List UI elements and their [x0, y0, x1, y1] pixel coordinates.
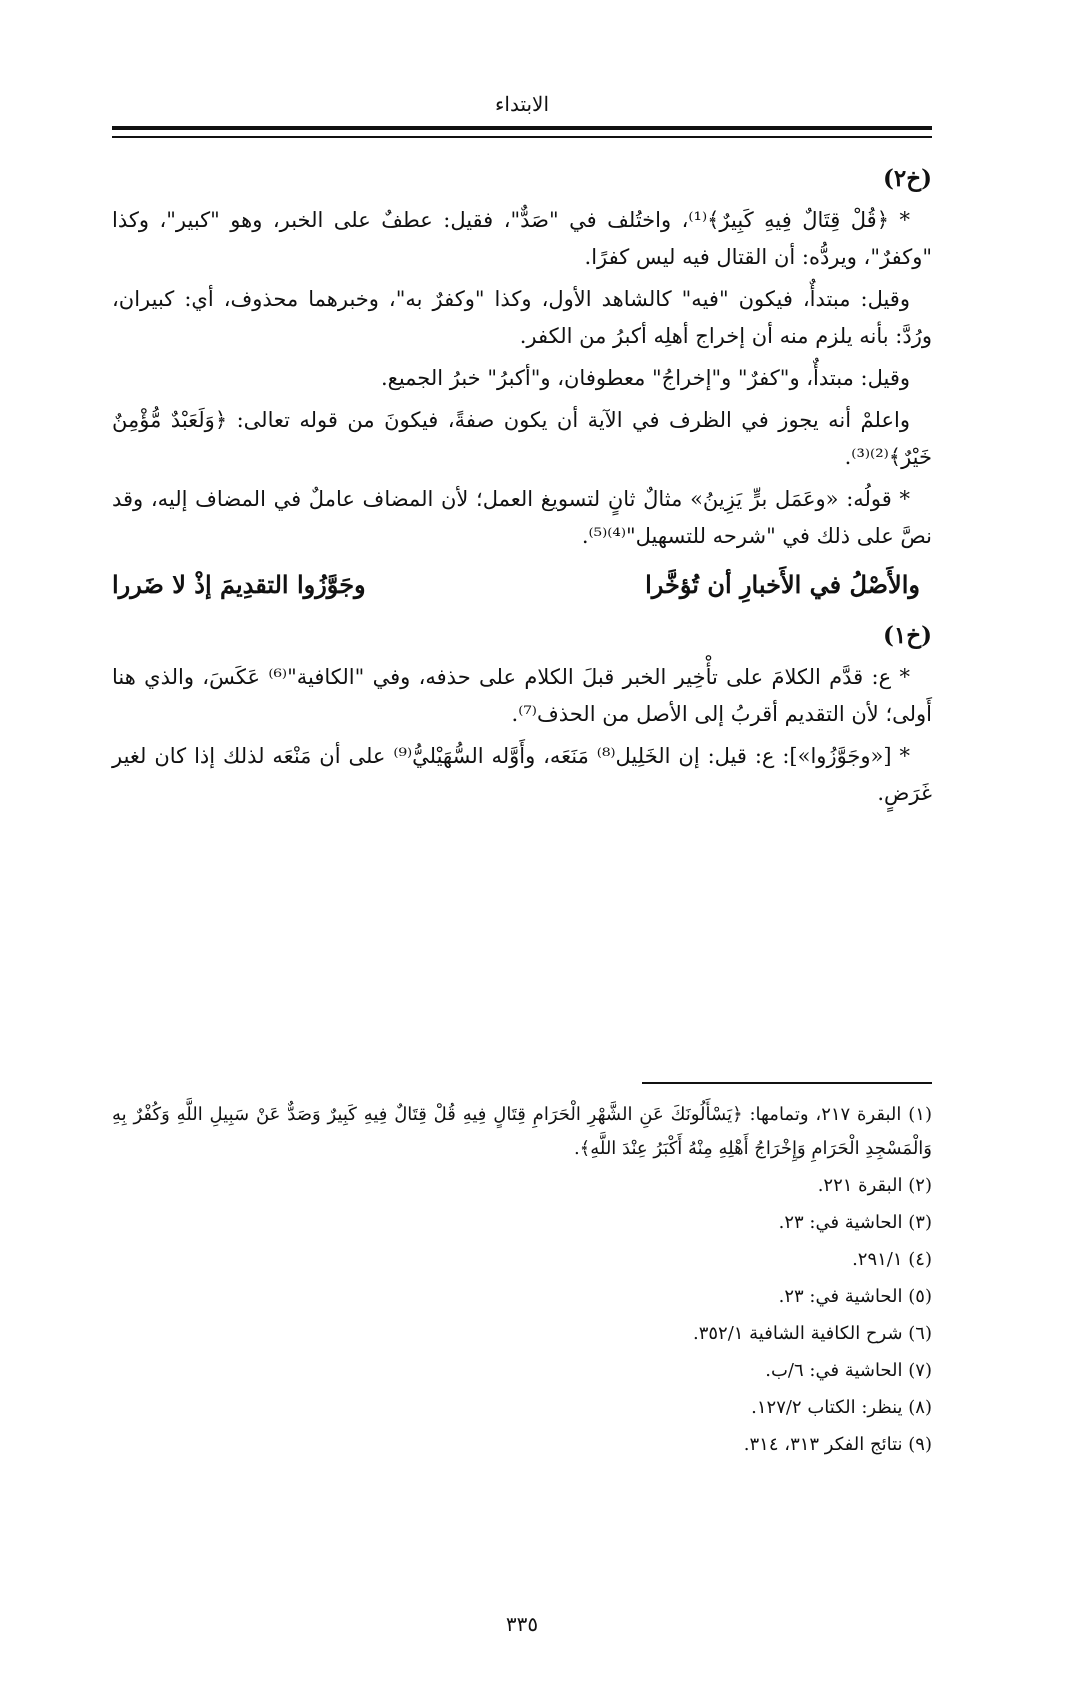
main-text — [112, 160, 932, 817]
footnote-6: (٦) شرح الكافية الشافية ٣٥٢/١. — [692, 1323, 932, 1344]
header-rule-thick — [112, 126, 932, 130]
footnote-9: (٩) نتائج الفكر ٣١٣، ٣١٤. — [743, 1434, 932, 1455]
footnote-7: (٧) الحاشية في: ٦/ب. — [765, 1360, 932, 1381]
footnotes — [112, 1098, 932, 1465]
paragraph-7: * [«وجَوَّزُوا»]: ع: قيل: إن الخَلِيل⁽⁸⁾ مَنَعَه، وأَوَّله السُّهَيْليُّ⁽⁹⁾ على أن مَنْعَه لذلك إذا كان لغير غَرَضٍ. — [112, 744, 932, 805]
paragraph-4: واعلمْ أنه يجوز في الظرف في الآية أن يكون صفةً، فيكونَ من قوله تعالى: ﴿وَلَعَبْدٌ مُّؤْمِنٌ خَيْرٌ﴾⁽²⁾⁽³⁾. — [112, 408, 932, 469]
footnote-8: (٨) ينظر: الكتاب ١٢٧/٢. — [751, 1397, 932, 1418]
footnote-3: (٣) الحاشية في: ٢٣. — [778, 1212, 932, 1233]
paragraph-1: * ﴿قُلْ قِتَالٌ فِيهِ كَبِيرٌ﴾⁽¹⁾، واختُلف في "صَدٌّ"، فقيل: عطفٌ على الخبر، وهو "كبير"، وكذا "وكفرٌ"، ويردُّه: أن القتال فيه ليس كفرًا. — [112, 208, 932, 269]
paragraph-6: * ع: قدَّم الكلامَ على تأْخِير الخبر قبلَ الكلام على حذفه، وفي "الكافية"⁽⁶⁾ عَكَسَ، والذي هنا أَولى؛ لأن التقديم أقربُ إلى الأصل من الحذف⁽⁷⁾. — [112, 665, 932, 726]
verse-hemistich-right: والأَصْلُ في الأَخبارِ أن تُؤخَّرا — [645, 570, 920, 599]
footnote-2: (٢) البقرة ٢٢١. — [817, 1175, 932, 1196]
manuscript-marker-2: (خ٢) — [883, 165, 932, 192]
paragraph-3: وقيل: مبتدأٌ، و"كفرٌ" و"إخراجُ" معطوفان، و"أكبرُ" خبرُ الجميع. — [380, 366, 910, 390]
paragraph-2: وقيل: مبتدأٌ، فيكون "فيه" كالشاهد الأول، وكذا "وكفرٌ به"، وخبرهما محذوف، أي: كبيران، ورُدَّ: بأنه يلزم منه أن إخراج أهلِه أكبرُ من الكفر. — [112, 287, 932, 348]
manuscript-marker-1: (خ١) — [883, 622, 932, 649]
footnote-4: (٤) ٢٩١/١. — [852, 1249, 932, 1270]
footnote-5: (٥) الحاشية في: ٢٣. — [778, 1286, 932, 1307]
poem-verse — [112, 563, 932, 607]
footnote-1: (١) البقرة ٢١٧، وتمامها: ﴿يَسْأَلُونَكَ عَنِ الشَّهْرِ الْحَرَامِ قِتَالٍ فِيهِ قُلْ قِتَالٌ فِيهِ كَبِيرٌ وَصَدٌّ عَنْ سَبِيلِ اللَّهِ وَكُفْرٌ بِهِ وَالْمَسْجِدِ الْحَرَامِ وَإِخْرَاجُ أَهْلِهِ مِنْهُ أَكْبَرُ عِنْدَ اللَّهِ﴾. — [112, 1104, 932, 1159]
book-page — [112, 0, 932, 1698]
running-header: الابتداء — [494, 92, 550, 116]
verse-hemistich-left: وجَوَّزُوا التقدِيمَ إذْ لا ضَررا — [112, 570, 366, 599]
header-rule-thin — [112, 136, 932, 138]
page-number: ٣٣٥ — [505, 1612, 539, 1636]
footnote-separator — [642, 1082, 932, 1084]
paragraph-5: * قولُه: «وعَمَل برٍّ يَزِينُ» مثالٌ ثانٍ لتسويغ العمل؛ لأن المضاف عاملٌ في المضاف إليه، وقد نصَّ على ذلك في "شرحه للتسهيل"⁽⁴⁾⁽⁵⁾. — [112, 487, 932, 548]
